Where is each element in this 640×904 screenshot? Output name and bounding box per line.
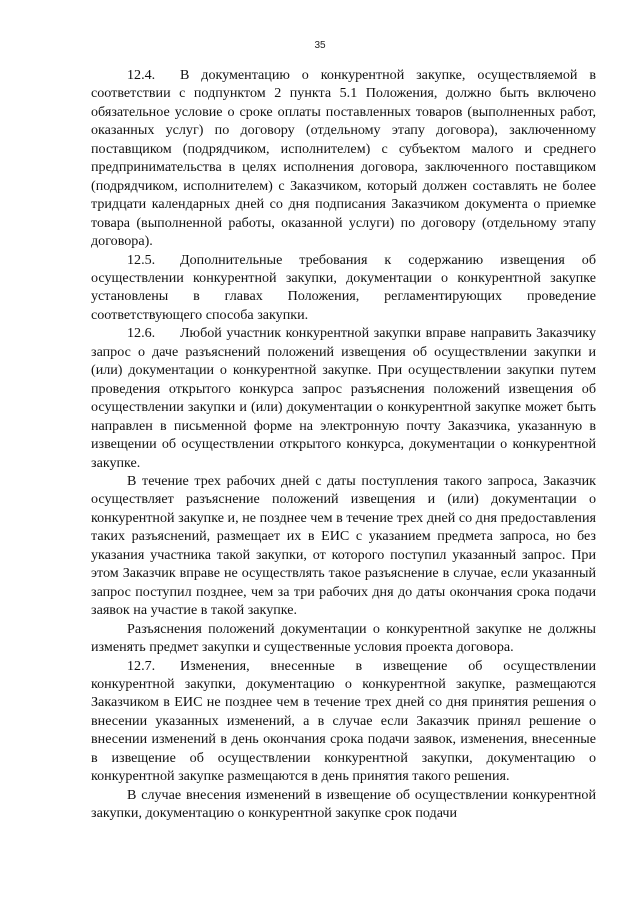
paragraph-clarification-deadline	[91, 472, 596, 620]
clause-number: 12.4.	[127, 67, 156, 83]
paragraph-text: Дополнительные требования к содержанию извещения об осуществлении конкурентной закупки, документации о конкурентной закупке установлены в главах Положения, регламентирующих проведение соответствующего способа закупки.	[91, 251, 596, 323]
clause-number: 12.6.	[127, 325, 156, 342]
body-text	[91, 66, 596, 823]
paragraph-changes-deadline	[91, 786, 596, 823]
paragraph-text: В случае внесения изменений в извещение об осуществлении конкурентной закупки, документацию о конкурентной закупке срок подачи	[91, 786, 596, 822]
paragraph-text: Изменения, внесенные в извещение об осуществлении конкурентной закупки, документацию о конкурентной закупке, размещаются Заказчиком в ЕИС не позднее чем в течение трех дней со дня принятия решения о внесении указанных изменений, а в случае если Заказчик принял решение о внесении изменений в день окончания срока подачи заявок, изменения, внесенные в извещение об осуществлении конкурентной закупки, документацию о конкурентной закупке размещаются в день принятия такого решения.	[91, 657, 596, 785]
paragraph-12-7	[91, 657, 596, 786]
paragraph-text: В течение трех рабочих дней с даты поступления такого запроса, Заказчик осуществляет разъяснение положений извещения и (или) документации о конкурентной закупке и, не позднее чем в течение трех дней со дня предоставления таких разъяснений, размещает их в ЕИС с указанием предмета запроса, но без указания участника такой закупки, от которого поступил указанный запрос. При этом Заказчик вправе не осуществлять такое разъяснение в случае, если указанный запрос поступил позднее, чем за три рабочих дня до даты окончания срока подачи заявок на участие в такой закупке.	[91, 472, 596, 619]
paragraph-text: В документацию о конкурентной закупке, осуществляемой в соответствии с подпунктом 2 пункта 5.1 Положения, должно быть включено обязательное условие о сроке оплаты поставленных товаров (выполненных работ, оказанных услуг) по договору (отдельному этапу договора), заключенному поставщиком (подрядчиком, исполнителем) с субъектом малого и среднего предпринимательства в целях исполнения договора, заключенного поставщиком (подрядчиком, исполнителем) с Заказчиком, который должен составлять не более тридцати календарных дней со дня подписания Заказчиком документа о приемке товара (выполненной работы, оказанной услуги) по договору (отдельному этапу договора).	[91, 67, 596, 250]
paragraph-text: Разъяснения положений документации о конкурентной закупке не должны изменять предмет закупки и существенные условия проекта договора.	[91, 620, 596, 656]
paragraph-text: Любой участник конкурентной закупки вправе направить Заказчику запрос о даче разъяснений положений извещения об осуществлении закупки и (или) документации о конкурентной закупке. При осуществлении закупки путем проведения открытого конкурса запрос разъяснения положений извещения об осуществлении закупки и (или) документации о конкурентной закупке может быть направлен в письменной форме на электронную почту Заказчика, указанную в извещении об осуществлении открытого конкурса, документации о конкурентной закупке.	[91, 325, 596, 471]
paragraph-12-5	[91, 251, 596, 325]
paragraph-12-6	[91, 324, 596, 472]
paragraph-clarification-limits	[91, 620, 596, 657]
page-number: 35	[314, 40, 326, 51]
paragraph-12-4	[91, 66, 596, 251]
clause-number: 12.5.	[127, 251, 156, 268]
clause-number: 12.7.	[127, 657, 156, 674]
